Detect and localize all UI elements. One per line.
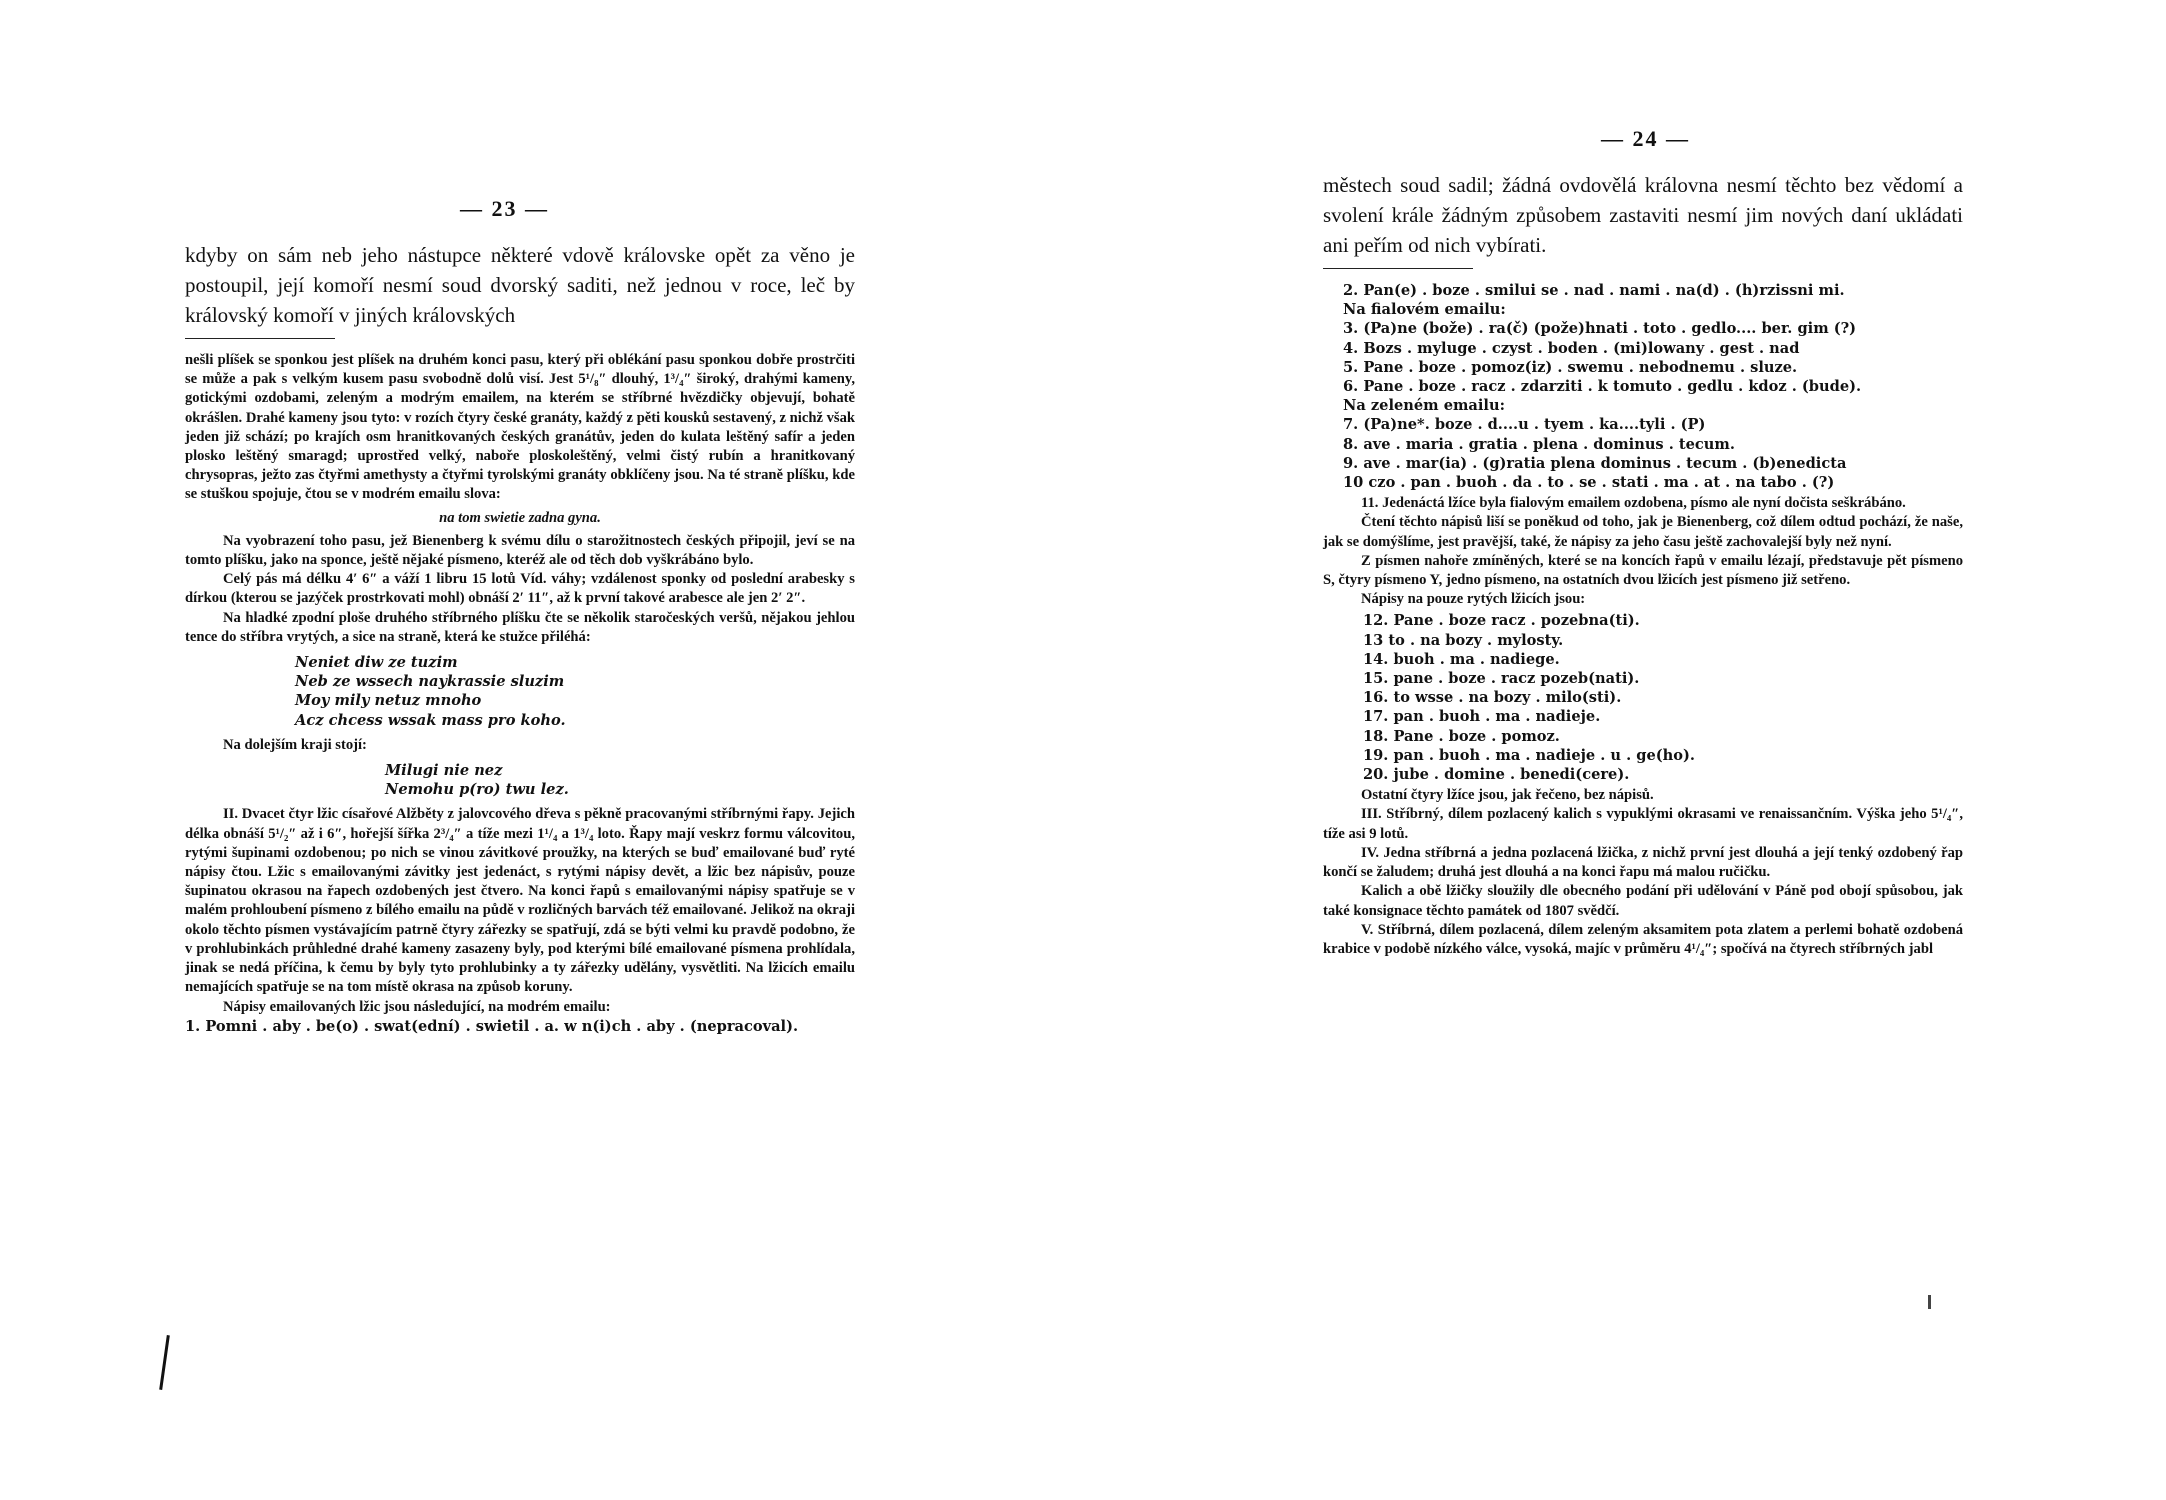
engraved-inscription-list [1323, 611, 1963, 784]
margin-mark [1928, 1295, 1931, 1309]
paragraph: III. Stříbrný, dílem pozlacený kalich s vypuklými okrasami ve renaissančním. Výška jeho 5¹/₄″, tíže asi 9 lotů. [1323, 806, 1963, 842]
inscription-item: 16. to wsse . na bozy . milo(sti). [1363, 689, 1622, 707]
verse-line: Moy mily netuz mnoho [295, 692, 482, 710]
verse-line: Nemohu p(ro) twu lez. [385, 781, 569, 799]
emailed-words: na tom swietie zadna gyna. [439, 509, 601, 526]
verse-block [185, 653, 855, 730]
inscription-item: 2. Pan(e) . boze . smilui se . nad . nami . na(d) . (h)rzissni mi. [1343, 282, 1845, 299]
margin-mark [159, 1335, 170, 1390]
inscription-item: 7. (Pa)ne*. boze . d....u . tyem . ka....tyli . (P) [1343, 416, 1706, 434]
inscription-item: 15. pane . boze . racz pozeb(nati). [1363, 670, 1640, 688]
top-paragraph: městech soud sadil; žádná ovdovělá královna nesmí těchto bez vědomí a svolení krále žádným způsobem zastaviti nesmí jim nových daní ukládati ani peřím od nich vybírati. [1323, 173, 1963, 257]
inscription-item: 4. Bozs . myluge . czyst . boden . (mi)lowany . gest . nad [1343, 339, 1800, 357]
inscription-item: 8. ave . maria . gratia . plena . dominus . tecum. [1343, 435, 1735, 453]
footnote-text [1323, 281, 1963, 959]
verse-line: Neniet diw ze tuzim [295, 654, 458, 672]
right-text-column [1323, 170, 1963, 959]
inscription-item: 12. Pane . boze racz . pozebna(ti). [1363, 612, 1640, 630]
inscription-item: 14. buoh . ma . nadiege. [1363, 650, 1560, 668]
inscription-list [1323, 281, 1963, 492]
top-paragraph: kdyby on sám neb jeho nástupce některé vdově královske opět za věno je postoupil, její komoří nesmí soud dvorský saditi, než jednou v roce, leč by královský komoří v jiných královských [185, 243, 855, 327]
right-page [1083, 0, 2166, 1500]
footnote-divider [1323, 268, 1473, 269]
inscription-item: 18. Pane . boze . pomoz. [1363, 727, 1560, 745]
inscription-item: 10 czo . pan . buoh . da . to . se . stati . ma . at . na tabo . (?) [1343, 474, 1835, 492]
paragraph: IV. Jedna stříbrná a jedna pozlacená lžička, z nichž první jest dlouhá a její tenký ozdobený řap končí se žaludem; druhá jest dlouhá a na konci řapu má malou ručičku. [1323, 844, 1963, 881]
inscription-item: 3. (Pa)ne (bože) . ra(č) (pože)hnati . toto . gedlo.... ber. gim (?) [1343, 320, 1857, 338]
paragraph: Na hladké zpodní ploše druhého stříbrného plíšku čte se několik staročeských veršů, nějakou jehlou tence do stříbra vrytých, a sice na straně, která ke stužce přiléhá: [185, 609, 855, 645]
inscription-item: 19. pan . buoh . ma . nadieje . u . ge(ho). [1363, 746, 1696, 764]
page-number: — 24 — [1601, 126, 1690, 151]
left-text-column [185, 240, 855, 1036]
paragraph: V. Stříbrná, dílem pozlacená, dílem zeleným aksamitem pota zlatem a perlemi bohatě ozdobená krabice v podobě nízkého válce, vysoká, majíc v průměru 4¹/₄″; spočívá na čtyrech stříbrných jabl [1323, 921, 1963, 957]
verse-label: Na dolejším kraji stojí: [223, 736, 367, 753]
footnote-divider [185, 338, 335, 339]
inscription-item: 9. ave . mar(ia) . (g)ratia plena dominus . tecum . (b)enedicta [1343, 454, 1847, 472]
paragraph: Nápisy emailovaných lžic jsou následující, na modrém emailu: [223, 998, 611, 1015]
paragraph: Čtení těchto nápisů liší se poněkud od toho, jak je Bienenberg, což dílem odtud pochází, že naše, jak se domýšlíme, jest pravější, také, že nápisy za jeho času ještě zachovalejší byly než nyní. [1323, 514, 1963, 550]
list-subheading: Na zeleném emailu: [1343, 397, 1505, 415]
paragraph: Na vyobrazení toho pasu, jež Bienenberg k svému dílu o starožitnostech českých připojil, jeví se na tomto plíšku, jako na sponce, ještě nějaké písmeno, kteréž ale od těch dob vyškrábáno bylo. [185, 532, 855, 569]
page-number: — 23 — [460, 196, 549, 221]
verse-block [185, 761, 855, 799]
paragraph: nešli plíšek se sponkou jest plíšek na druhém konci pasu, který při oblékání pasu sponkou dobře prostrčiti se může a pak s velkým kusem pasu svobodně dolů visí. Jest 5¹/₈″ dlouhý, 1³/₄″ široký, drahými kameny, gotickými ozdobami, zeleným a modrým emailem, na kterém se stříbrné hvězdičky objevují, bohatě okrášlen. Drahé kameny jsou tyto: v rozích čtyry české granáty, každý z pěti kousků sestavený, z nichž však jeden již schází; po krajích osm hranitkovaných českých granátův, jeden do kulata leštěný safír a jeden plosko leštěný smaragd; uprostřed velký, naboře ploskoleštěný, velmi čistý rubín a hranitkovaný chrysopras, ježto zas čtyřmi amethysty a čtyřmi tyrolskými granáty obklíčeny jsou. Na té straně plíšku, kde se stuškou spojuje, čtou se v modrém emailu slova: [185, 352, 855, 503]
paragraph: Kalich a obě lžičky sloužily dle obecného podání při udělování v Páně pod obojí spůsobou, jak také konsignace těchto památek od 1807 svědčí. [1323, 883, 1963, 919]
inscription-item: 20. jube . domine . benedi(cere). [1363, 766, 1630, 784]
inscription-item: 6. Pane . boze . racz . zdarziti . k tomuto . gedlu . kdoz . (bude). [1343, 378, 1862, 396]
verse-line: Milugi nie nez [385, 762, 503, 780]
paragraph: Celý pás má délku 4′ 6″ a váží 1 libru 15 lotů Víd. váhy; vzdálenost sponky od poslední arabesky s dírkou (kterou se jazýček prostrkovati mohl) obnáší 2′ 11″, až k první takové arabesce ale jen 2′ 2″. [185, 571, 855, 607]
paragraph: 11. Jedenáctá lžíce byla fialovým emailem ozdobena, písmo ale nyní dočista seškrábáno. [1361, 495, 1906, 512]
paragraph: Z písmen nahoře zmíněných, které se na koncích řapů v emailu lézají, představuje pět písmeno S, čtyry písmeno Y, jedno písmeno, na ostatních dvou lžicích jest písmeno již setřeno. [1323, 552, 1963, 589]
inscription-item: 5. Pane . boze . pomoz(iz) . swemu . nebodnemu . sluze. [1343, 358, 1798, 376]
paragraph: Ostatní čtyry lžíce jsou, jak řečeno, bez nápisů. [1361, 787, 1654, 804]
list-subheading: Na fialovém emailu: [1343, 301, 1506, 319]
inscription-item: 13 to . na bozy . mylosty. [1363, 631, 1564, 649]
inscription-item: 17. pan . buoh . ma . nadieje. [1363, 708, 1601, 726]
verse-line: Neb ze wssech naykrassie sluzim [295, 673, 565, 691]
verse-line: Acz chcess wssak mass pro koho. [295, 711, 566, 729]
paragraph: II. Dvacet čtyr lžic císařové Alžběty z jalovcového dřeva s pěkně pracovanými stříbrnými řapy. Jejich délka obnáší 5¹/₂″ až i 6″, hořejší šířka 2³/₄″ a tíže mezi 1¹/₄ a 1³/₄ loto. Řapy mají veskrz formu válcovitou, rytými šupinami ozdobenou; po nich se vinou závitkové proužky, na kterých se buď emailované buď ryté nápisy čtou. Lžic s emailovanými závitky jest jedenáct, s rytými nápisy devět, a lžic bez nápisův, pouze šupinatou okrasou na řapech ozdobených jest čtvero. Na konci řapů s emailovanými nápisy spatřuje se v malém prohloubení písmeno z bílého emailu na půdě v rozličných barvách též emailované. Jelikož na okraji okolo těchto písmen vystávajícím patrně čtyry zářezky se spatřují, zdá se býti velmi ku pravdě podobno, že v prohlubinkách průhledné drahé kameny zasazeny byly, pod kterými bílé emailované písmena prohlídala, jinak se nedá příčina, k čemu by byly tyto prohlubinky a ty zářezky udělány, vysvětliti. Na lžicích emailu nemajících spatřuje se na tom místě okrasa na způsob koruny. [185, 806, 855, 996]
footnote-text [185, 351, 855, 1036]
paragraph: Nápisy na pouze rytých lžicích jsou: [1361, 591, 1586, 608]
inscription-line: 1. Pomni . aby . be(o) . swat(ední) . swietil . a. w n(i)ch . aby . (nepracoval). [185, 1017, 799, 1035]
